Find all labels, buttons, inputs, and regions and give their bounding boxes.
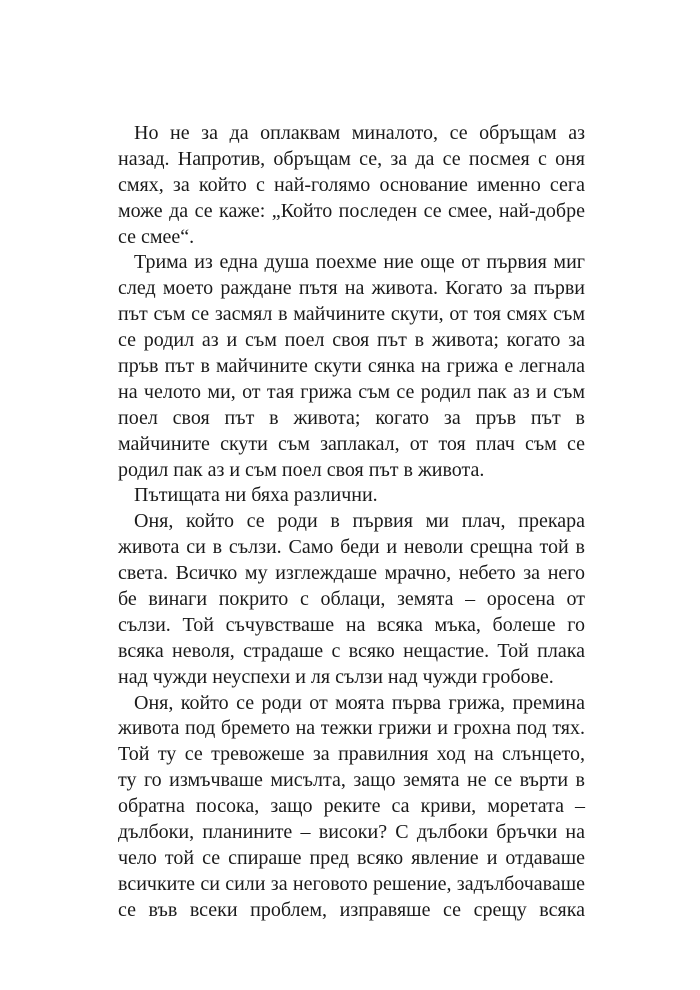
text-line: майчините скути съм заплакал, от тоя плач съм се (118, 432, 585, 455)
text-line: път съм се засмял в майчините скути, от тоя смях съм (118, 303, 585, 326)
text-line: Трима из една душа поехме ние още от първия миг (134, 251, 585, 274)
text-line: може да се каже: „Който последен се смее, най-добре (118, 199, 585, 222)
text-line: над чужди неуспехи и ля сълзи над чужди гробове. (118, 665, 554, 688)
text-line: живота си в сълзи. Само беди и неволи срещна той в (118, 536, 585, 559)
text-line: Пътищата ни бяха различни. (134, 484, 378, 507)
text-line: назад. Напротив, обръщам се, за да се посмея с оня (118, 147, 585, 170)
text-line: чело той се спираше пред всяко явление и отдаваше (118, 846, 585, 869)
text-line: всяка неволя, страдаше с всяко нещастие. Той плака (118, 639, 585, 662)
text-line: Оня, който се роди от моята първа грижа, премина (134, 691, 585, 714)
text-line: се във всеки проблем, изправяше се срещу всяка (118, 898, 585, 921)
text-line: след моето раждане пътя на живота. Когато за първи (118, 277, 585, 300)
text-line: пръв път в майчините скути сянка на грижа е легнала (118, 355, 585, 378)
text-line: сълзи. Той съчувстваше на всяка мъка, болеше го (118, 613, 585, 636)
text-line: живота под бремето на тежки грижи и грохна под тях. (118, 717, 585, 740)
text-line: смях, за който с най-голямо основание именно сега (118, 173, 585, 196)
text-line: Той ту се тревожеше за правилния ход на слънцето, (118, 743, 585, 766)
text-line: поел своя път в живота; когато за пръв път в (118, 406, 585, 429)
text-line: обратна посока, защо реките са криви, моретата – (118, 795, 585, 818)
text-line: бе винаги покрито с облаци, земята – оросена от (118, 588, 585, 611)
text-line: ту го измъчваше мисълта, защо земята не се върти в (118, 769, 585, 792)
text-line: Оня, който се роди в първия ми плач, прекара (134, 510, 585, 533)
text-line: родил пак аз и съм поел своя път в живота. (118, 458, 485, 481)
text-line: Но не за да оплаквам миналото, се обръщам аз (134, 122, 585, 144)
text-line: света. Всичко му изглеждаше мрачно, небето за него (118, 562, 585, 585)
body-text (118, 121, 585, 924)
text-line: се родил аз и съм поел своя път в живота; когато за (118, 329, 585, 352)
text-line: се смее“. (118, 225, 195, 248)
text-line: на челото ми, от тая грижа съм се родил пак аз и съм (118, 380, 585, 403)
text-line: всичките си сили за неговото решение, задълбочаваше (118, 872, 585, 895)
text-line: дълбоки, планините – високи? С дълбоки бръчки на (118, 821, 585, 844)
